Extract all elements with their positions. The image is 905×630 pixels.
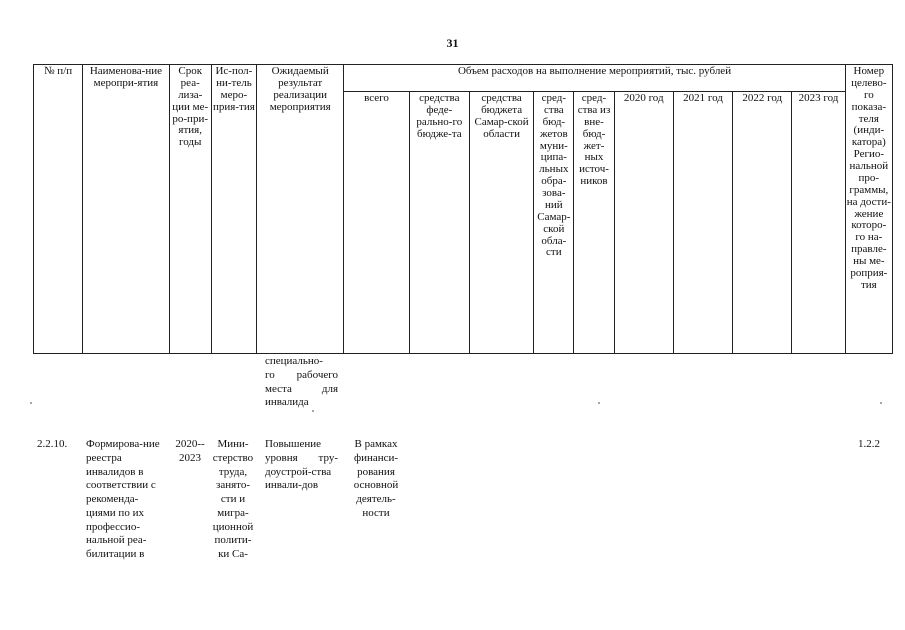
scan-speck	[880, 402, 882, 404]
continuation-line-3: места для	[265, 382, 338, 395]
row-num: 2.2.10.	[37, 438, 68, 450]
continuation-line-1: специально-	[265, 355, 323, 367]
row-funding: В рамках финанси-рования основной деятель-ности	[353, 438, 399, 519]
header-executor: Ис-пол-ни-тель меро-прия-тия	[211, 65, 256, 354]
header-2020: 2020 год	[614, 92, 673, 354]
row-indicator: 1.2.2	[858, 438, 880, 450]
header-term: Срок реа-лиза-ции ме-ро-при-ятия, годы	[169, 65, 211, 354]
scan-speck	[598, 402, 600, 404]
header-2023: 2023 год	[792, 92, 845, 354]
row-result: Повышение уровня тру-доустрой-ства инвали-дов	[265, 438, 338, 492]
header-name: Наименова-ние меропри-ятия	[83, 65, 169, 354]
continuation-line-4: инвалида	[265, 396, 309, 409]
row-term: 2020-- 2023	[175, 438, 205, 464]
header-result: Ожидаемый результат реализации мероприятия	[257, 65, 344, 354]
header-total: всего	[344, 92, 409, 354]
header-federal: средства феде-рально-го бюдже-та	[409, 92, 469, 354]
header-num: № п/п	[34, 65, 83, 354]
header-volume: Объем расходов на выполнение мероприятий, тыс. рублей	[344, 65, 845, 92]
header-extra: сред-ства из вне-бюд-жет-ных источ-ников	[574, 92, 614, 354]
row-executor: Мини-стерство труда, занято-сти и мигра-ционной полити-ки Са-	[212, 438, 254, 560]
scan-speck	[30, 402, 32, 404]
continuation-line-2: го рабочего	[265, 368, 338, 381]
row-name: Формирова-ние реестра инвалидов в соответствии с рекоменда-циями по их профессио-нальной реа-билитации в	[86, 438, 160, 560]
expenses-table	[33, 64, 893, 354]
header-2022: 2022 год	[733, 92, 792, 354]
header-regional: средства бюджета Самар-ской области	[469, 92, 533, 354]
page-number: 31	[446, 36, 459, 50]
header-2021: 2021 год	[673, 92, 732, 354]
header-municipal: сред-ства бюд-жетов муни-ципа-льных обра-зова-ний Самар-ской обла-сти	[534, 92, 574, 354]
continuation-text	[265, 355, 338, 410]
header-indicator: Номер целево-го показа-теля (инди-катора) Регио-нальной про-граммы, на дости-жение которо-го на-правле-ны ме-роприя-тия	[845, 65, 892, 354]
scan-speck	[312, 410, 314, 412]
